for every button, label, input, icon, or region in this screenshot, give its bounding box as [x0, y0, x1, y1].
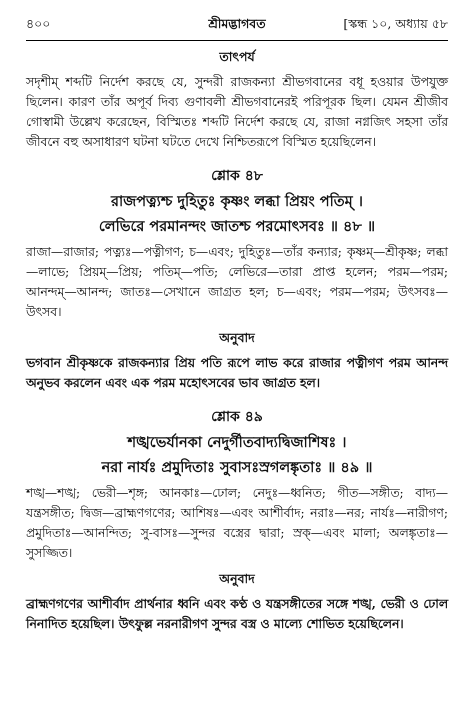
verse-49-heading: শ্লোক ৪৯: [211, 409, 263, 425]
verse-48-translation-heading: অনুবাদ: [219, 330, 255, 345]
verse-49-translation: ব্রাহ্মণগণের আশীর্বাদ প্রার্থনার ধ্বনি এবং কণ্ঠ ও যন্ত্রসঙ্গীতের সঙ্গে শঙ্খ, ভেরী ও ঢোল নিনাদিত হয়েছিল। উৎফুল্ল নরনারীগণ সুন্দর বস্ত্র ও মাল্যে শোভিত হয়েছিলেন।: [26, 596, 448, 631]
chapter-reference: [স্কন্ধ ১০, অধ্যায় ৫৮: [343, 16, 448, 31]
verse-49-line-1: শঙ্খভের্যানকা নেদুর্গীতবাদ্যদ্বিজাশিষঃ ।: [127, 434, 347, 451]
page-number: ৪০০: [26, 16, 51, 31]
header-rule: [26, 40, 448, 41]
verse-48-translation: ভগবান শ্রীকৃষ্ণকে রাজকন্যার প্রিয় পতি রূপে লাভ করে রাজার পত্নীগণ পরম আনন্দ অনুভব করলেন এবং এক পরম মহোৎসবের ভাব জাগ্রত হল।: [26, 355, 448, 390]
running-header: [26, 14, 448, 36]
verse-49-synonyms: শঙ্খ—শঙ্খ; ভেরী—শৃঙ্গ; আনকাঃ—ঢোল; নেদুঃ—ধ্বনিত; গীত—সঙ্গীত; বাদ্য—যন্ত্রসঙ্গীত; দ্বিজ—ব্রাহ্মণগণের; আশিষঃ—এবং আশীর্বাদ; নরাঃ—নর; নার্যঃ—নারীগণ; প্রমুদিতাঃ—আনন্দিত; সু-বাসঃ—সুন্দর বস্ত্রের দ্বারা; স্রক্—এবং মালা; অলঙ্কৃতাঃ—সুসজ্জিত।: [26, 486, 448, 560]
verse-49-translation-heading: অনুবাদ: [219, 571, 255, 586]
verse-49-line-2: নরা নার্যঃ প্রমুদিতাঃ সুবাসঃস্রগলঙ্কৃতাঃ ॥ ৪৯ ॥: [101, 459, 373, 476]
verse-48-heading: শ্লোক ৪৮: [211, 168, 263, 184]
verse-48-line-2: লেভিরে পরমানন্দং জাতশ্চ পরমোৎসবঃ ॥ ৪৮ ॥: [98, 218, 376, 235]
verse-48-line-1: রাজপত্ন্যশ্চ দুহিতুঃ কৃষ্ণং লব্ধা প্রিয়ং পতিম্ ।: [111, 193, 363, 210]
book-page: [26, 14, 448, 634]
purport-heading: তাৎপর্য: [219, 49, 255, 64]
verse-48-synonyms: রাজা—রাজার; পত্ন্যঃ—পত্নীগণ; চ—এবং; দুহিতুঃ—তাঁর কন্যার; কৃষ্ণম্—শ্রীকৃষ্ণ; লব্ধা—লাভে; প্রিয়ম্—প্রিয়; পতিম্—পতি; লেভিরে—তারা প্রাপ্ত হলেন; পরম—পরম; আনন্দম্—আনন্দ; জাতঃ—সেখানে জাগ্রত হল; চ—এবং; পরম—পরম; উৎসবঃ—উৎসব।: [26, 245, 448, 319]
book-title: শ্রীমদ্ভাগবত: [208, 16, 266, 31]
purport-text: সদৃশীম্ শব্দটি নির্দেশ করছে যে, সুন্দরী রাজকন্যা শ্রীভগবানের বধূ হওয়ার উপযুক্ত ছিলেন। কারণ তাঁর অপূর্ব দিব্য গুণাবলী শ্রীভগবানেরই পরিপূরক ছিল। যেমন শ্রীজীব গোস্বামী উল্লেখ করেছেন, বিস্মিতঃ শব্দটি নির্দেশ করছে যে, রাজা নগ্নজিৎ সহসা তাঁর জীবনে বহু অসাধারণ ঘটনা ঘটতে দেখে নিশ্চিতরূপে বিস্মিত হয়েছিলেন।: [26, 75, 448, 149]
